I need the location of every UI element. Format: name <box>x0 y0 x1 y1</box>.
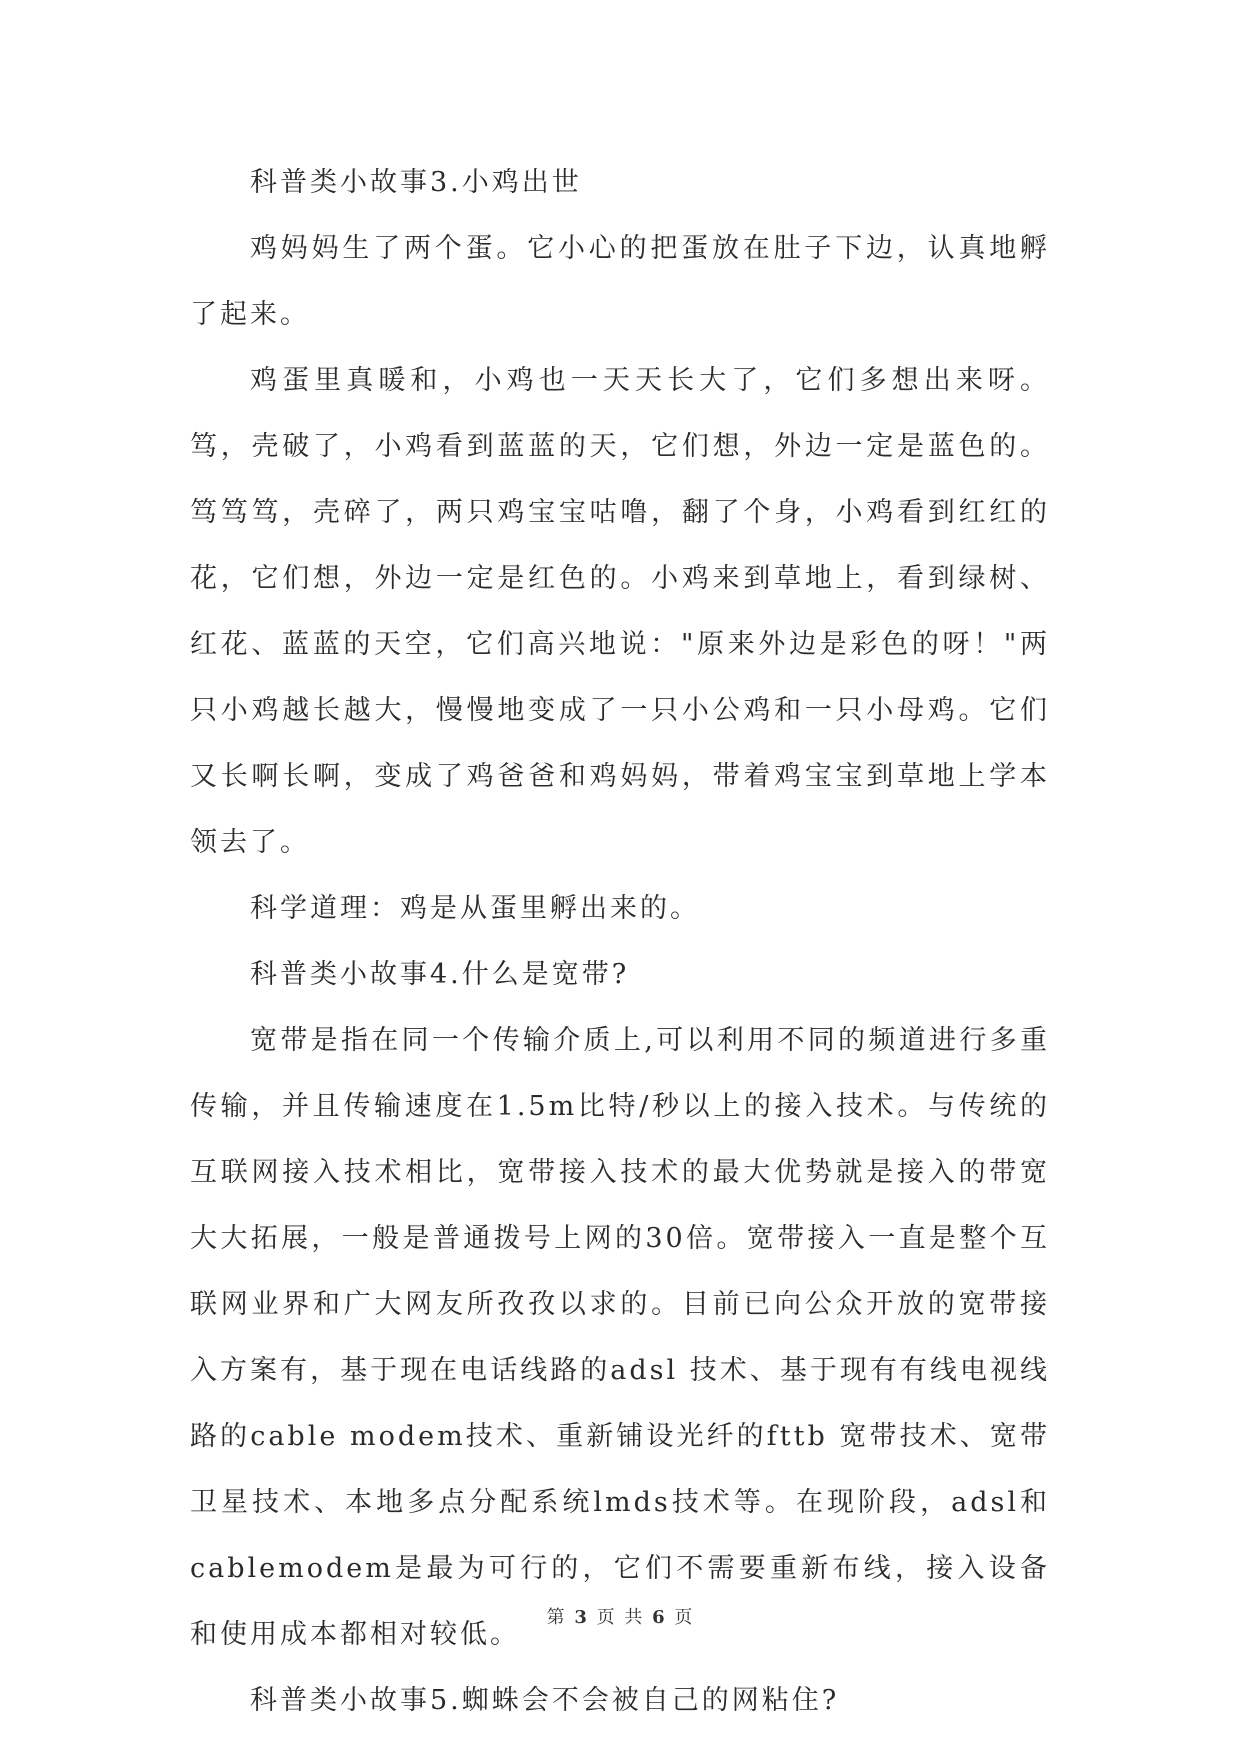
story-3-science-note: 科学道理：鸡是从蛋里孵出来的。 <box>250 893 700 924</box>
page-footer <box>0 1603 1241 1629</box>
story-5-title: 科普类小故事5.蜘蛛会不会被自己的网粘住? <box>250 1685 840 1716</box>
footer-current-page: 3 <box>574 1607 589 1628</box>
footer-suffix: 页 <box>674 1607 695 1628</box>
story-3-paragraph-1: 鸡妈妈生了两个蛋。它小心的把蛋放在肚子下边，认真地孵了起来。 <box>190 233 1050 330</box>
footer-total-pages: 6 <box>652 1607 667 1628</box>
footer-prefix: 第 <box>546 1607 567 1628</box>
story-4-title: 科普类小故事4.什么是宽带? <box>250 959 630 990</box>
story-3-title: 科普类小故事3.小鸡出世 <box>250 167 582 198</box>
document-body <box>190 150 1050 1734</box>
story-3-paragraph-2: 鸡蛋里真暖和，小鸡也一天天长大了，它们多想出来呀。笃，壳破了，小鸡看到蓝蓝的天，它们想，外边一定是蓝色的。笃笃笃，壳碎了，两只鸡宝宝咕噜，翻了个身，小鸡看到红红的花，它们想，外边一定是红色的。小鸡来到草地上，看到绿树、红花、蓝蓝的天空，它们高兴地说："原来外边是彩色的呀！"两只小鸡越长越大，慢慢地变成了一只小公鸡和一只小母鸡。它们又长啊长啊，变成了鸡爸爸和鸡妈妈，带着鸡宝宝到草地上学本领去了。 <box>190 365 1050 858</box>
story-4-paragraph-1: 宽带是指在同一个传输介质上,可以利用不同的频道进行多重传输，并且传输速度在1.5m比特/秒以上的接入技术。与传统的互联网接入技术相比，宽带接入技术的最大优势就是接入的带宽大大拓展，一般是普通拨号上网的30倍。宽带接入一直是整个互联网业界和广大网友所孜孜以求的。目前已向公众开放的宽带接入方案有，基于现在电话线路的adsl 技术、基于现有有线电视线路的cable modem技术、重新铺设光纤的fttb 宽带技术、宽带卫星技术、本地多点分配系统lmds技术等。在现阶段，adsl和cablemodem是最为可行的，它们不需要重新布线，接入设备和使用成本都相对较低。 <box>190 1025 1050 1650</box>
footer-middle: 页 共 <box>596 1607 645 1628</box>
